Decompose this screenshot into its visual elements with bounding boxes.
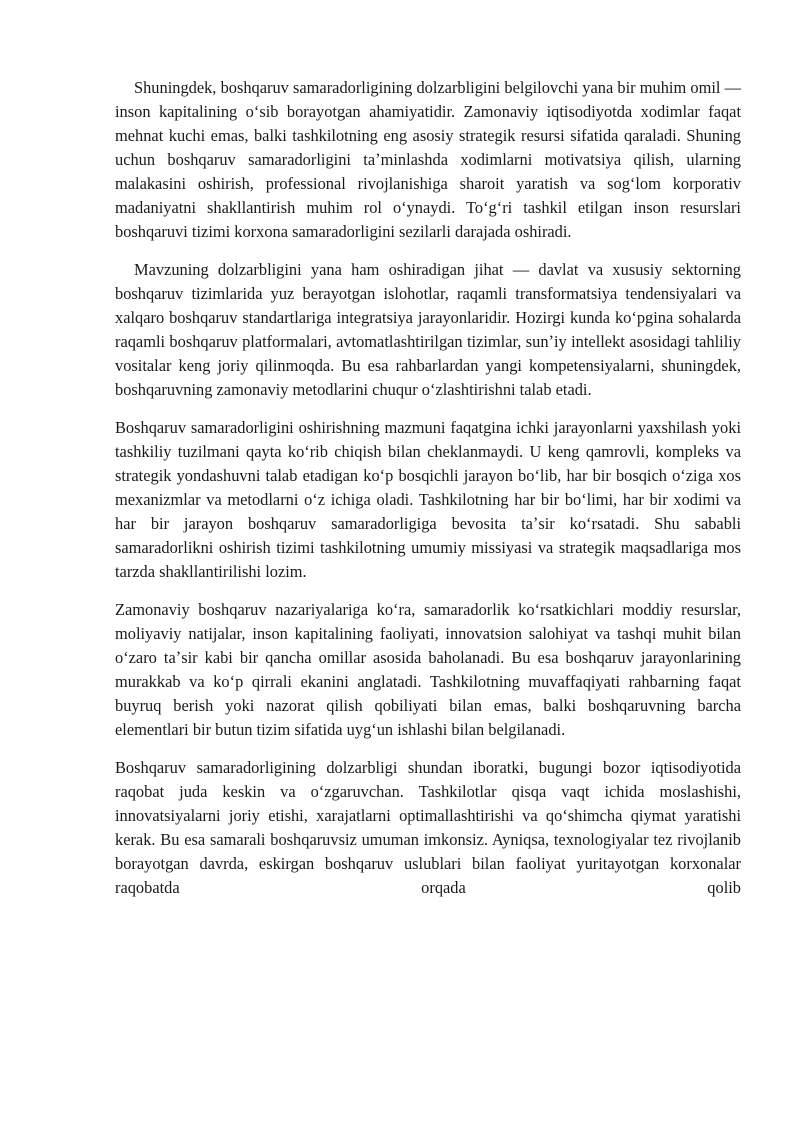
paragraph-1: Shuningdek, boshqaruv samaradorligining dolzarbligini belgilovchi yana bir muhim omil — inson kapitalining oʻsib borayotgan ahamiyatidir. Zamonaviy iqtisodiyotda xodimlar faqat mehnat kuchi emas, balki tashkilotning eng asosiy strategik resursi sifatida qaraladi. Shuning uchun boshqaruv samaradorligini taʼminlashda xodimlarni motivatsiya qilish, ularning malakasini oshirish, professional rivojlanishiga sharoit yaratish va sogʻlom korporativ madaniyatni shakllantirish muhim rol oʻynaydi. Toʻgʻri tashkil etilgan inson resurslari boshqaruvi tizimi korxona samaradorligini sezilarli darajada oshiradi. (115, 78, 741, 241)
document-body (115, 76, 741, 900)
paragraph-4: Zamonaviy boshqaruv nazariyalariga koʻra, samaradorlik koʻrsatkichlari moddiy resurslar, moliyaviy natijalar, inson kapitalining faoliyati, innovatsion salohiyat va tashqi muhit bilan oʻzaro taʼsir kabi bir qancha omillar asosida baholanadi. Bu esa boshqaruv jarayonlarining murakkab va koʻp qirrali ekanini anglatadi. Tashkilotning muvaffaqiyati rahbarning faqat buyruq berish yoki nazorat qilish qobiliyati bilan emas, balki boshqaruvning barcha elementlari bir butun tizim sifatida uygʻun ishlashi bilan belgilanadi. (115, 600, 741, 739)
paragraph-2: Mavzuning dolzarbligini yana ham oshiradigan jihat — davlat va xususiy sektorning boshqaruv tizimlarida yuz berayotgan islohotlar, raqamli transformatsiya tendensiyalari va xalqaro boshqaruv standartlariga integratsiya jarayonlaridir. Hozirgi kunda koʻpgina sohalarda raqamli boshqaruv platformalari, avtomatlashtirilgan tizimlar, sunʼiy intellekt asosidagi tahliliy vositalar keng joriy qilinmoqda. Bu esa rahbarlardan yangi kompetensiyalarni, shuningdek, boshqaruvning zamonaviy metodlarini chuqur oʻzlashtirishni talab etadi. (115, 260, 741, 399)
paragraph-3: Boshqaruv samaradorligini oshirishning mazmuni faqatgina ichki jarayonlarni yaxshilash yoki tashkiliy tuzilmani qayta koʻrib chiqish bilan cheklanmaydi. U keng qamrovli, kompleks va strategik yondashuvni talab etadigan koʻp bosqichli jarayon boʻlib, har bir bosqich oʻziga xos mexanizmlar va metodlarni oʻz ichiga oladi. Tashkilotning har bir boʻlimi, har bir xodimi va har bir jarayon boshqaruv samaradorligiga bevosita taʼsir koʻrsatadi. Shu sababli samaradorlikni oshirish tizimi tashkilotning umumiy missiyasi va strategik maqsadlariga mos tarzda shakllantirilishi lozim. (115, 418, 741, 581)
paragraph-5: Boshqaruv samaradorligining dolzarbligi shundan iboratki, bugungi bozor iqtisodiyotida raqobat juda keskin va oʻzgaruvchan. Tashkilotlar qisqa vaqt ichida moslashishi, innovatsiyalarni joriy etishi, xarajatlarni optimallashtirishi va qoʻshimcha qiymat yaratishi kerak. Bu esa samarali boshqaruvsiz umuman imkonsiz. Ayniqsa, texnologiyalar tez rivojlanib borayotgan davrda, eskirgan boshqaruv uslublari bilan faoliyat yuritayotgan korxonalar raqobatda orqada qolib (115, 758, 741, 897)
